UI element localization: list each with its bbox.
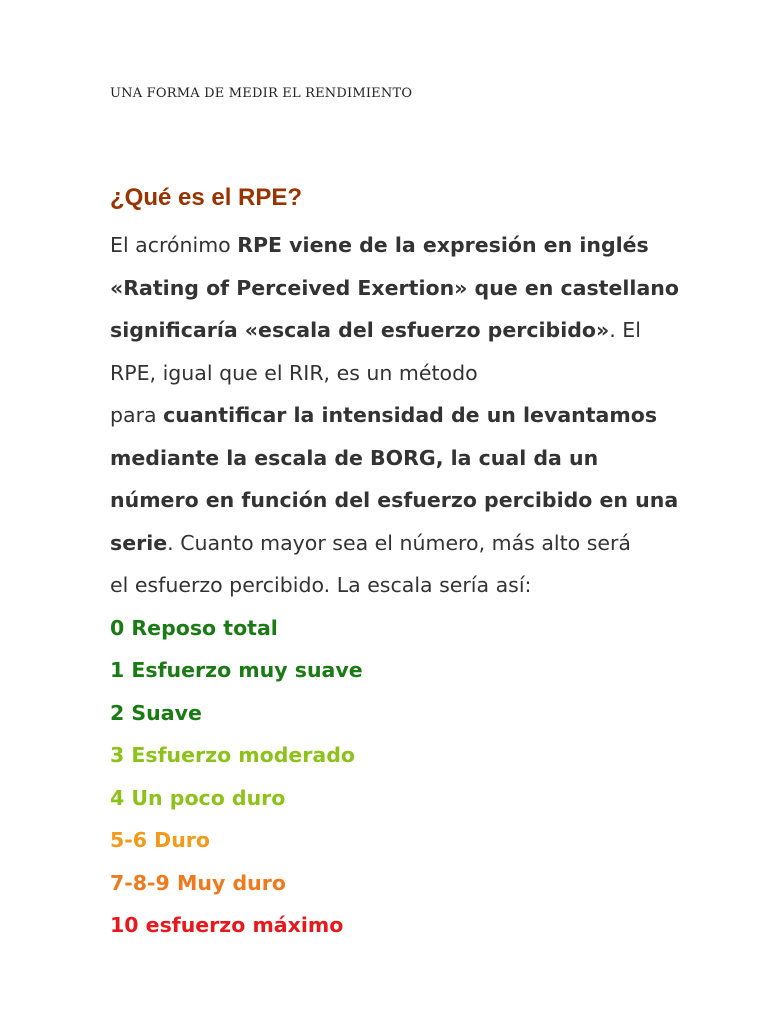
paragraph-line xyxy=(110,224,670,267)
document-subtitle: UNA FORMA DE MEDIR EL RENDIMIENTO xyxy=(110,86,413,101)
text-run: . Cuanto mayor sea el número, más alto será xyxy=(167,530,631,555)
text-run: El acrónimo xyxy=(110,233,238,257)
section-heading: ¿Qué es el RPE? xyxy=(110,184,303,211)
paragraph-line: mediante la escala de BORG, la cual da un xyxy=(110,445,599,470)
scale-item: 7-8-9 Muy duro xyxy=(110,870,286,895)
paragraph-line: número en función del esfuerzo percibido en una xyxy=(110,488,679,512)
scale-item: 1 Esfuerzo muy suave xyxy=(110,658,363,682)
scale-item: 3 Esfuerzo moderado xyxy=(110,743,356,767)
scale-item: 10 esfuerzo máximo xyxy=(110,913,344,937)
text-run: . El xyxy=(609,318,641,342)
scale-item: 0 Reposo total xyxy=(110,615,278,640)
text-run: para xyxy=(110,403,164,427)
scale-item: 4 Un poco duro xyxy=(110,785,286,810)
bold-text-run: cuantificar la intensidad de un levantamos xyxy=(163,403,658,427)
bold-text-run: serie xyxy=(110,530,168,555)
paragraph-line xyxy=(110,309,670,352)
scale-item: 2 Suave xyxy=(110,700,202,725)
bold-text-run: significaría «escala del esfuerzo percibido» xyxy=(110,318,610,342)
bold-text-run: RPE viene de la expresión en inglés xyxy=(237,233,649,257)
paragraph-line: «Rating of Perceived Exertion» que en castellano xyxy=(110,275,679,300)
body-text xyxy=(110,224,679,947)
scale-item: 5-6 Duro xyxy=(110,828,210,852)
borg-scale-list xyxy=(110,607,670,947)
paragraph-line: RPE, igual que el RIR, es un método xyxy=(110,360,478,385)
paragraph-line: el esfuerzo percibido. La escala sería así: xyxy=(110,573,532,597)
paragraph-line xyxy=(110,522,670,565)
paragraph-line xyxy=(110,394,670,437)
